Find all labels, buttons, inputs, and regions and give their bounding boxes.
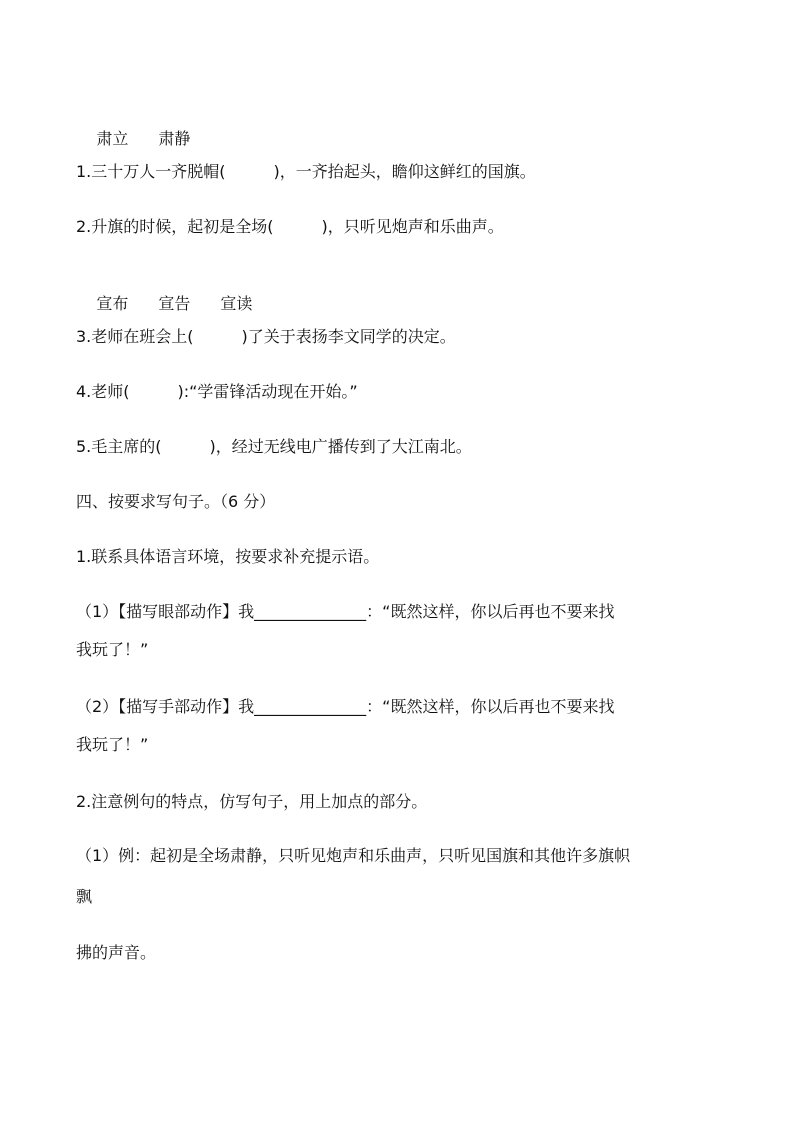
subquestion-2a-line3: 拂的声音。 (76, 943, 157, 962)
word-option: 宣读 (220, 294, 253, 313)
subquestion-2a-line2: 飘 (76, 887, 93, 906)
word-option: 宣布 (96, 294, 129, 313)
subquestion-1b-line2: 我玩了！” (76, 735, 149, 754)
question-5: 5.毛主席的( )，经过无线电广播传到了大江南北。 (76, 437, 472, 456)
word-option: 宣告 (158, 294, 191, 313)
subquestion-1b-line1: （2）【描写手部动作】我______________：“既然这样，你以后再也不要来找 (76, 697, 615, 716)
question-1: 1.三十万人一齐脱帽( )，一齐抬起头，瞻仰这鲜红的国旗。 (76, 162, 536, 181)
word-option: 肃静 (158, 129, 191, 148)
subquestion-2a-line1: （1）例：起初是全场肃静，只听见炮声和乐曲声，只听见国旗和其他许多旗帜 (76, 846, 631, 865)
section-4-title: 四、按要求写句子。（6 分） (76, 492, 276, 511)
subquestion-1a-line2: 我玩了！” (76, 640, 149, 659)
subquestion-1a-line1: （1）【描写眼部动作】我______________：“既然这样，你以后再也不要来找 (76, 602, 615, 621)
subquestion-2-title: 2.注意例句的特点，仿写句子，用上加点的部分。 (76, 792, 428, 811)
word-option: 肃立 (96, 129, 129, 148)
question-4: 4.老师( ):“学雷锋活动现在开始。” (76, 382, 358, 401)
question-2: 2.升旗的时候，起初是全场( )，只听见炮声和乐曲声。 (76, 217, 504, 236)
subquestion-1-title: 1.联系具体语言环境，按要求补充提示语。 (76, 547, 380, 566)
question-3: 3.老师在班会上( )了关于表扬李文同学的决定。 (76, 327, 456, 346)
